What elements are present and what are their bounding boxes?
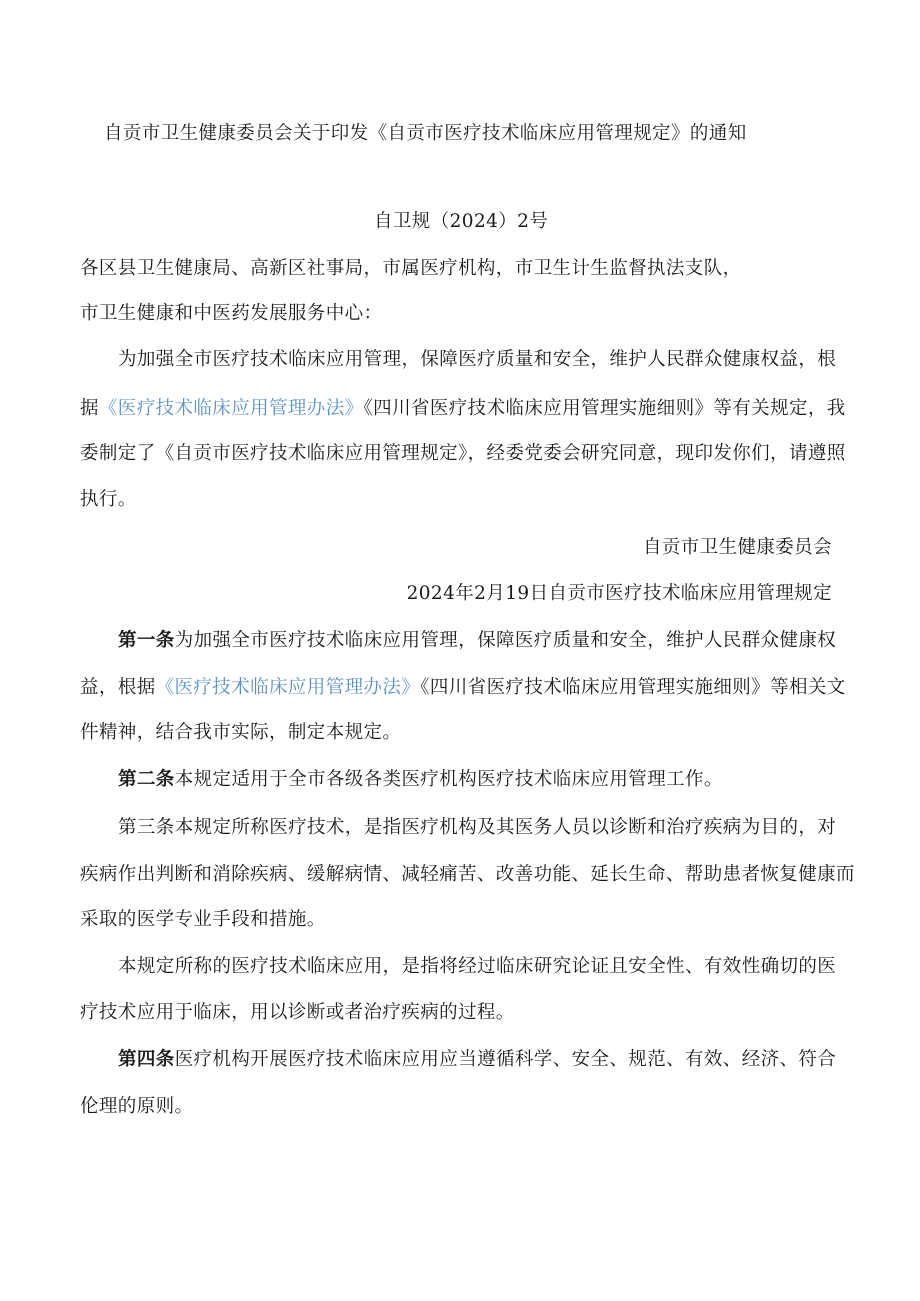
document-number: 自卫规（2024）2号	[374, 211, 549, 232]
article-4-line-1: 第四条医疗机构开展医疗技术临床应用应当遵循科学、安全、规范、有效、经济、符合	[118, 1049, 837, 1070]
article-2-line-1: 第二条本规定适用于全市各级各类医疗机构医疗技术临床应用管理工作。	[118, 769, 723, 790]
intro-line-1: 为加强全市医疗技术临床应用管理，保障医疗质量和安全，维护人民群众健康权益，根	[118, 349, 837, 370]
article-1-line-2: 益，根据《医疗技术临床应用管理办法》《四川省医疗技术临床应用管理实施细则》等相关文	[80, 677, 846, 698]
intro-line-3: 委制定了《自贡市医疗技术临床应用管理规定》，经委党委会研究同意，现印发你们，请遵照	[80, 443, 846, 464]
article-3-line-1: 第三条本规定所称医疗技术，是指医疗机构及其医务人员以诊断和治疗疾病为目的，对	[118, 817, 837, 838]
article-3-line-3: 采取的医学专业手段和措施。	[80, 909, 326, 930]
article-3-para-2-line-1: 本规定所称的医疗技术临床应用，是指将经过临床研究论证且安全性、有效性确切的医	[118, 956, 837, 977]
article-1-heading: 第一条	[118, 630, 175, 651]
intro-line-4: 执行。	[80, 489, 137, 510]
issuer: 自贡市卫生健康委员会	[642, 537, 832, 558]
article-3-para-2-line-2: 疗技术应用于临床，用以诊断或者治疗疾病的过程。	[80, 1002, 515, 1023]
article-4-heading: 第四条	[118, 1049, 175, 1070]
article-1-line-1: 第一条为加强全市医疗技术临床应用管理，保障医疗质量和安全，维护人民群众健康权	[118, 630, 837, 651]
article-3-line-2: 疾病作出判断和消除疾病、缓解病情、减轻痛苦、改善功能、延长生命、帮助患者恢复健康而	[80, 864, 855, 885]
document-title: 自贡市卫生健康委员会关于印发《自贡市医疗技术临床应用管理规定》的通知	[104, 123, 747, 144]
article-2-heading: 第二条	[118, 769, 175, 790]
intro-line-2: 据《医疗技术临床应用管理办法》《四川省医疗技术临床应用管理实施细则》等有关规定，我	[80, 398, 846, 419]
article-1-line-3: 件精神，结合我市实际，制定本规定。	[80, 722, 402, 743]
addressee-line-2: 市卫生健康和中医药发展服务中心：	[80, 303, 383, 324]
article-4-line-2: 伦理的原则。	[80, 1096, 194, 1117]
measures-link[interactable]: 《医疗技术临床应用管理办法》	[98, 398, 364, 419]
measures-link-2[interactable]: 《医疗技术临床应用管理办法》	[155, 677, 421, 698]
date-and-subtitle: 2024年2月19日自贡市医疗技术临床应用管理规定	[406, 583, 832, 604]
addressee-line-1: 各区县卫生健康局、高新区社事局，市属医疗机构，市卫生计生监督执法支队，	[80, 258, 742, 279]
